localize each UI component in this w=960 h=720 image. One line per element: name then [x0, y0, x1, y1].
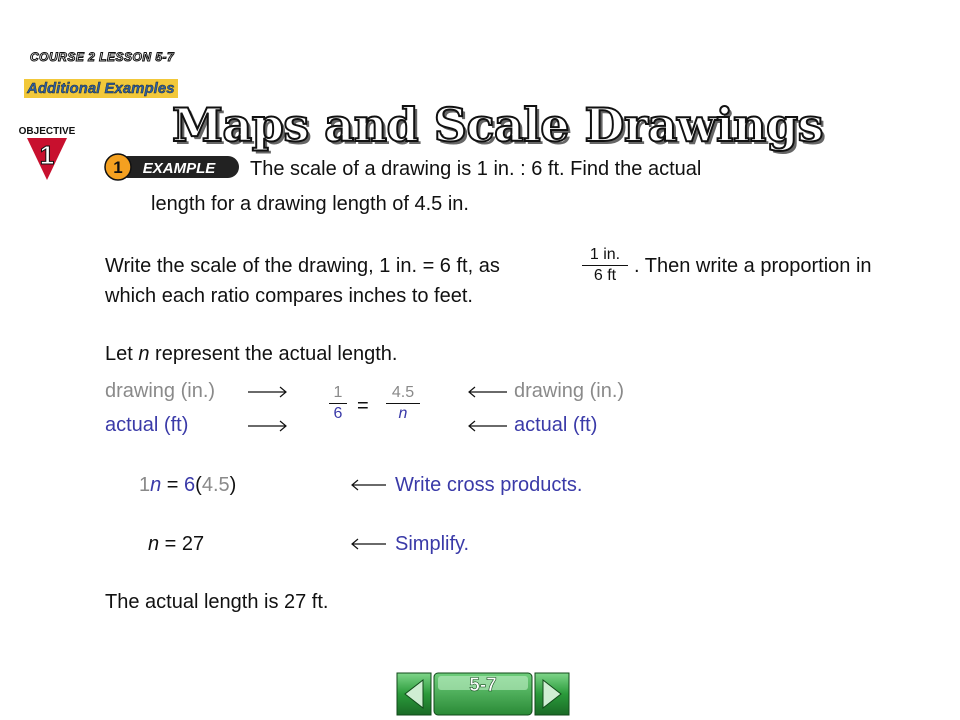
fraction-bar: [329, 403, 347, 404]
scale-fraction-denominator: 6 ft: [593, 267, 617, 284]
proportion-left-fraction: [329, 384, 347, 423]
proportion-right-denominator: n: [398, 405, 408, 422]
objective-icon: [12, 122, 82, 184]
cross-close-paren: ): [229, 474, 237, 496]
label-drawing-right: drawing (in.): [514, 380, 625, 402]
arrow-left-icon: [350, 478, 386, 492]
lesson-navigation: [396, 672, 570, 716]
proportion-left-numerator: 1: [333, 384, 343, 401]
proportion-left-denominator: 6: [333, 405, 343, 422]
scale-sentence-line-2: which each ratio compares inches to feet.: [105, 285, 473, 307]
scale-fraction-numerator: 1 in.: [589, 246, 621, 263]
arrow-left-icon: [467, 385, 507, 399]
example-number: 1: [113, 158, 123, 177]
let-variable: n: [138, 343, 150, 365]
arrow-right-icon: [248, 385, 288, 399]
problem-line-1: The scale of a drawing is 1 in. : 6 ft. Find the actual: [250, 158, 702, 180]
label-drawing-left: drawing (in.): [105, 380, 216, 402]
page-title: Maps and Scale Drawings: [172, 98, 824, 152]
simplified-result: = 27: [159, 533, 205, 555]
proportion-right-numerator: 4.5: [391, 384, 415, 401]
scale-sentence-end: . Then write a proportion in: [634, 255, 872, 277]
arrow-right-icon: [248, 419, 288, 433]
simplified-n: n: [148, 533, 160, 555]
objective-number: 1: [39, 140, 55, 170]
let-statement: [105, 343, 397, 366]
lesson-button[interactable]: [434, 673, 532, 715]
cross-one: 1: [139, 474, 151, 496]
cross-product-equation: [139, 474, 236, 497]
lesson-number: 5-7: [469, 675, 497, 696]
label-actual-left: actual (ft): [105, 414, 189, 436]
cross-products-note: Write cross products.: [395, 474, 583, 496]
arrow-left-icon: [467, 419, 507, 433]
scale-fraction: [582, 246, 628, 285]
cross-four-five: 4.5: [201, 474, 230, 496]
additional-examples-banner: Additional Examples: [24, 79, 178, 98]
cross-six: 6: [184, 474, 196, 496]
cross-open-paren: (: [195, 474, 202, 496]
proportion-right-fraction: [386, 384, 420, 423]
example-badge: [103, 152, 241, 182]
proportion-equals: =: [357, 395, 369, 417]
previous-button[interactable]: [397, 673, 431, 715]
let-prefix: Let: [105, 343, 139, 365]
scale-sentence-start: Write the scale of the drawing, 1 in. = 6 ft, as: [105, 255, 500, 277]
let-suffix: represent the actual length.: [149, 343, 398, 365]
conclusion-text: The actual length is 27 ft.: [105, 591, 329, 613]
fraction-bar: [386, 403, 420, 404]
cross-n: n: [150, 474, 162, 496]
fraction-bar: [582, 265, 628, 266]
next-button[interactable]: [535, 673, 569, 715]
simplify-note: Simplify.: [395, 533, 470, 555]
cross-equals: =: [161, 474, 185, 496]
simplified-equation: [148, 533, 204, 556]
label-actual-right: actual (ft): [514, 414, 598, 436]
course-lesson-label: COURSE 2 LESSON 5-7: [30, 50, 175, 64]
example-label: EXAMPLE: [142, 160, 216, 177]
arrow-left-icon: [350, 537, 386, 551]
objective-label: OBJECTIVE: [18, 126, 76, 137]
problem-line-2: length for a drawing length of 4.5 in.: [151, 193, 469, 215]
